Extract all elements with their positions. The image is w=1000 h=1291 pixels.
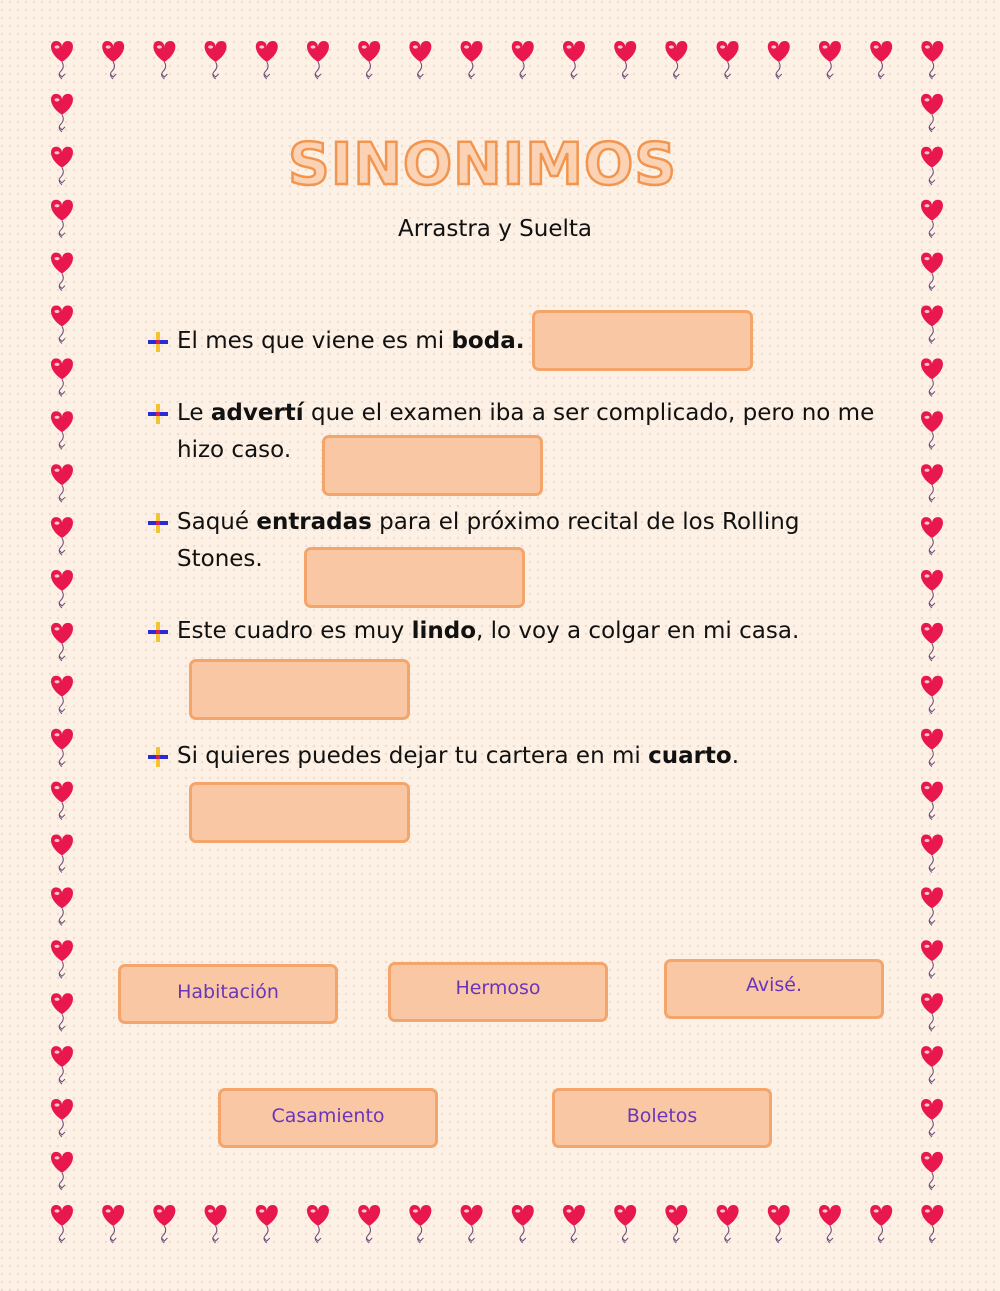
heart-balloon-icon — [51, 676, 73, 714]
heart-balloon-icon — [921, 358, 943, 396]
heart-balloon-icon — [921, 41, 943, 79]
heart-balloon-icon — [921, 570, 943, 608]
heart-balloon-icon — [461, 1205, 483, 1243]
heart-balloon-icon — [51, 782, 73, 820]
heart-balloon-icon — [921, 835, 943, 873]
heart-balloon-icon — [51, 358, 73, 396]
question-1-keyword: boda. — [451, 328, 525, 354]
heart-balloon-icon — [51, 517, 73, 555]
heart-balloon-icon — [921, 253, 943, 291]
heart-balloon-icon — [51, 411, 73, 449]
heart-balloon-icon — [870, 41, 892, 79]
question-1 — [148, 323, 883, 360]
heart-balloon-icon — [102, 1205, 124, 1243]
heart-balloon-icon — [717, 1205, 739, 1243]
heart-balloon-icon — [921, 306, 943, 344]
heart-balloon-icon — [205, 1205, 227, 1243]
option-chip-boletos[interactable]: Boletos — [552, 1088, 772, 1148]
heart-balloon-icon — [461, 41, 483, 79]
option-chip-casamiento[interactable]: Casamiento — [218, 1088, 438, 1148]
heart-balloon-icon — [921, 729, 943, 767]
heart-balloon-icon — [768, 41, 790, 79]
question-1-text: El mes que viene es mi — [177, 328, 452, 354]
option-chip-habitacion[interactable]: Habitación — [118, 964, 338, 1024]
heart-balloon-icon — [51, 729, 73, 767]
heart-balloon-icon — [51, 623, 73, 661]
question-2-keyword: advertí — [210, 400, 304, 426]
heart-balloon-icon — [921, 94, 943, 132]
heart-balloon-icon — [307, 41, 329, 79]
option-chip-hermoso[interactable]: Hermoso — [388, 962, 608, 1022]
heart-balloon-icon — [921, 676, 943, 714]
heart-balloon-icon — [51, 940, 73, 978]
heart-balloon-icon — [870, 1205, 892, 1243]
heart-balloon-icon — [51, 887, 73, 925]
heart-balloon-icon — [358, 1205, 380, 1243]
heart-balloon-icon — [102, 41, 124, 79]
heart-balloon-icon — [921, 623, 943, 661]
heart-balloon-icon — [665, 41, 687, 79]
question-5-keyword: cuarto — [648, 743, 732, 769]
heart-balloon-icon — [256, 1205, 278, 1243]
heart-balloon-icon — [921, 517, 943, 555]
drop-zone-1[interactable] — [532, 310, 753, 371]
heart-balloon-icon — [51, 570, 73, 608]
heart-balloon-icon — [205, 41, 227, 79]
heart-balloon-icon — [307, 1205, 329, 1243]
heart-balloon-icon — [921, 464, 943, 502]
bullet-cross-icon — [148, 332, 168, 352]
bullet-cross-icon — [148, 747, 168, 767]
heart-balloon-icon — [921, 1152, 943, 1190]
heart-balloon-icon — [51, 464, 73, 502]
bullet-cross-icon — [148, 622, 168, 642]
heart-balloon-icon — [819, 1205, 841, 1243]
question-3-keyword: entradas — [256, 509, 372, 535]
question-4-text: Este cuadro es muy — [177, 618, 412, 644]
drop-zone-4[interactable] — [189, 659, 410, 720]
bullet-cross-icon — [148, 404, 168, 424]
heart-balloon-icon — [51, 1205, 73, 1243]
heart-balloon-icon — [921, 940, 943, 978]
heart-balloon-icon — [153, 1205, 175, 1243]
drop-zone-3[interactable] — [304, 547, 525, 608]
heart-balloon-icon — [614, 1205, 636, 1243]
option-chip-avise[interactable]: Avisé. — [664, 959, 884, 1019]
heart-balloon-icon — [614, 41, 636, 79]
heart-balloon-icon — [256, 41, 278, 79]
heart-balloon-icon — [51, 993, 73, 1031]
question-2: Le advertí que el examen iba a ser complicado, pero no me hizo caso. — [148, 395, 883, 469]
heart-balloon-icon — [921, 887, 943, 925]
heart-balloon-icon — [563, 1205, 585, 1243]
heart-balloon-icon — [51, 1099, 73, 1137]
heart-balloon-icon — [717, 41, 739, 79]
drop-zone-5[interactable] — [189, 782, 410, 843]
instructions-subtitle: Arrastra y Suelta — [398, 216, 592, 242]
heart-balloon-icon — [51, 1152, 73, 1190]
heart-balloon-icon — [51, 94, 73, 132]
heart-balloon-icon — [153, 41, 175, 79]
question-4: Este cuadro es muy lindo, lo voy a colgar en mi casa. — [148, 613, 883, 650]
heart-balloon-icon — [768, 1205, 790, 1243]
heart-balloon-icon — [51, 835, 73, 873]
question-5: Si quieres puedes dejar tu cartera en mi cuarto. — [148, 738, 883, 775]
heart-balloon-icon — [665, 1205, 687, 1243]
heart-balloon-icon — [409, 1205, 431, 1243]
heart-balloon-icon — [921, 1099, 943, 1137]
drop-zone-2[interactable] — [322, 435, 543, 496]
heart-balloon-icon — [51, 253, 73, 291]
heart-balloon-icon — [563, 41, 585, 79]
question-2-text: Le — [177, 400, 211, 426]
heart-balloon-icon — [358, 41, 380, 79]
heart-balloon-icon — [51, 41, 73, 79]
question-3-text: Saqué — [177, 509, 257, 535]
question-5-text: Si quieres puedes dejar tu cartera en mi — [177, 743, 649, 769]
heart-balloon-icon — [819, 41, 841, 79]
question-3: Saqué entradas para el próximo recital de los Rolling Stones. — [148, 504, 883, 578]
question-4-keyword: lindo — [411, 618, 477, 644]
heart-balloon-icon — [51, 306, 73, 344]
heart-balloon-icon — [921, 782, 943, 820]
heart-balloon-icon — [921, 993, 943, 1031]
heart-balloon-icon — [921, 411, 943, 449]
heart-balloon-icon — [512, 1205, 534, 1243]
bullet-cross-icon — [148, 513, 168, 533]
heart-balloon-icon — [512, 41, 534, 79]
heart-balloon-icon — [409, 41, 431, 79]
heart-balloon-icon — [921, 1205, 943, 1243]
heart-balloon-icon — [921, 1046, 943, 1084]
page-title: SINONIMOS — [287, 130, 678, 198]
heart-balloon-icon — [51, 1046, 73, 1084]
